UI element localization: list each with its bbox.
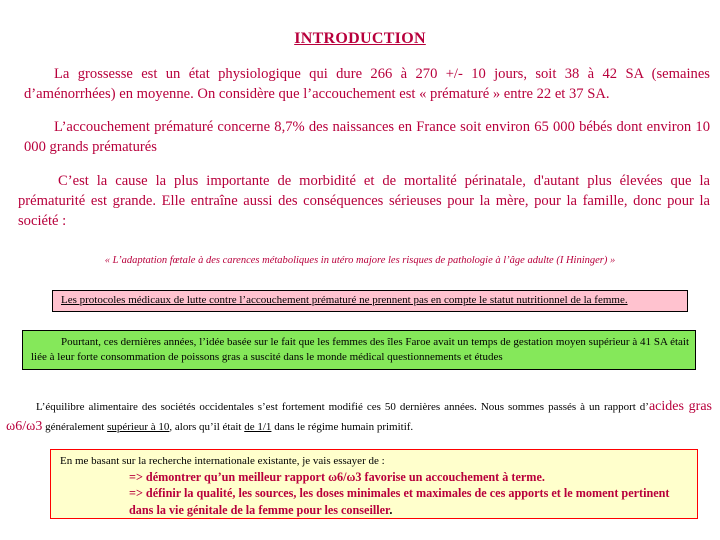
- paragraph-consequences: C’est la cause la plus importante de morbidité et de mortalité périnatale, d'autant plus élevées que la prématurité est grande. Elle entraîne aussi des conséquences sérieuses pour la mère, pour la famille, donc pour la société :: [18, 173, 710, 229]
- objective-1: => démontrer qu’un meilleur rapport ω6/ω3 favorise un accouchement à terme.: [129, 470, 545, 484]
- objective-2-text: => définir la qualité, les sources, les doses minimales et maximales de ces apports et le moment pertinent dans la vie génitale de la femme pour les conseiller: [129, 486, 670, 517]
- quote: « L’adaptation fœtale à des carences métaboliques in utéro majore les risques de pathologie à l’âge adulte (I Hininger) »: [104, 254, 616, 266]
- omega-end-text: dans le régime humain primitif.: [271, 421, 414, 433]
- green-callout-text: Pourtant, ces dernières années, l’idée basée sur le fait que les femmes des îles Faroe avait un temps de gestation moyen supérieur à 41 SA était liée à leur forte consommation de poissons gras a suscité dans le monde médical questionnements et études: [31, 336, 689, 363]
- page-title: INTRODUCTION: [294, 30, 426, 47]
- green-callout-box: [22, 330, 696, 370]
- objective-2-period: .: [389, 503, 393, 517]
- omega-underlined-ratio-1: supérieur à 10: [107, 421, 170, 433]
- pink-callout-box: [52, 290, 688, 312]
- omega-underlined-ratio-2: de 1/1: [244, 421, 272, 433]
- paragraph-omega-ratio: [6, 397, 712, 437]
- paragraph-pregnancy-duration: La grossesse est un état physiologique qui dure 266 à 270 +/- 10 jours, soit 38 à 42 SA (semaines d’aménorrhées) en moyenne. On considère que l’accouchement est « prématuré » entre 22 et 37 SA.: [24, 66, 710, 102]
- objective-2: [129, 485, 689, 519]
- yellow-objectives-box: [50, 449, 698, 519]
- omega-mid-text-1: généralement: [42, 421, 108, 433]
- pink-callout-text: Les protocoles médicaux de lutte contre l’accouchement prématuré ne prennent pas en compte le statut nutritionnel de la femme.: [61, 294, 628, 306]
- omega-mid-text-2: , alors qu’il était: [169, 421, 245, 433]
- objectives-intro: En me basant sur la recherche internationale existante, je vais essayer de :: [60, 455, 385, 467]
- omega-lead-text: L’équilibre alimentaire des sociétés occidentales s’est fortement modifié ces 50 dernières années. Nous sommes passés à un rapport d’: [36, 401, 649, 413]
- paragraph-premature-stats: L’accouchement prématuré concerne 8,7% des naissances en France soit environ 65 000 bébés dont environ 10 000 grands prématurés: [24, 119, 710, 155]
- omega-highlight-text: acides gras ω6/ω3: [6, 399, 712, 434]
